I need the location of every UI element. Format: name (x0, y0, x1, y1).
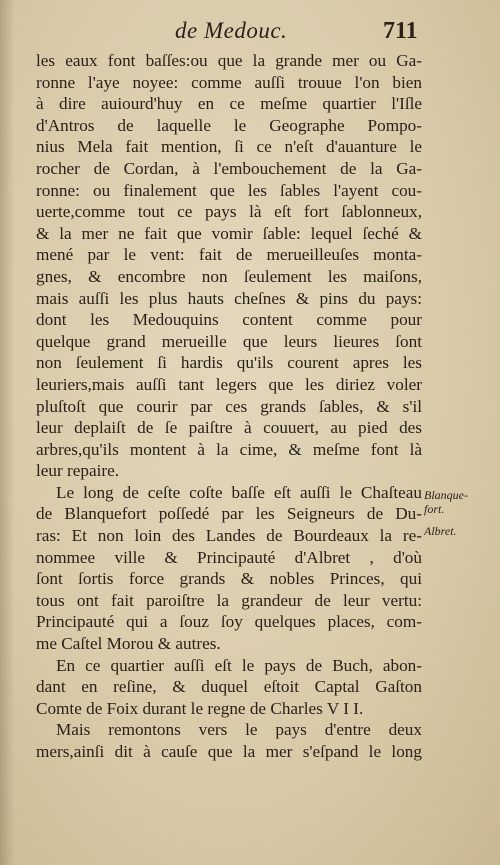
text-line: gnes, & encombre non ſeulement les maiſons, (36, 266, 422, 286)
text-line: me Caſtel Morou & autres. (36, 634, 221, 654)
text-line: pluſtoſt que courir par ces grands ſables, & s'il (36, 396, 422, 416)
text-line: rocher de Cordan, à l'embouchement de la Ga- (36, 158, 422, 178)
text-line: nommee ville & Principauté d'Albret , d'où (36, 547, 422, 567)
text-line: ras: Et non loin des Landes de Bourdeaux la re- (36, 526, 422, 546)
text-line: dant en reſine, & duquel eſtoit Captal Gaſton (36, 677, 422, 697)
text-line: dont les Medouquins content comme pour (36, 310, 422, 330)
text-line: Principauté qui a ſouz ſoy quelques places, com- (36, 612, 422, 632)
text-line: arbres,qu'ils montent à la cime, & meſme font là (36, 439, 422, 459)
margin-note-blanquefort-1: Blanque- (424, 488, 468, 502)
text-line: Mais remontons vers le pays d'entre deux (56, 720, 422, 740)
text-line: les eaux font baſſes:ou que la grande mer ou Ga- (36, 51, 422, 70)
text-line: ronne: ou finalement que les ſables l'ayent cou- (36, 180, 422, 200)
text-line: ſont ſortis force grands & nobles Princes, qui (36, 569, 422, 589)
body-text (36, 50, 422, 763)
margin-note-blanquefort-2: fort. (424, 502, 445, 516)
text-line: d'Antros de laquelle le Geographe Pompo- (36, 115, 422, 135)
text-line: leur deplaiſt de ſe paiſtre à couuert, au pied des (36, 418, 422, 438)
text-line: tous ont fait paroiſtre la grandeur de leur vertu: (36, 590, 422, 610)
running-title: de Medouc. (175, 18, 288, 43)
text-line: quelque grand merueille que leurs lieures ſont (36, 331, 422, 351)
text-line: de Blanquefort poſſedé par les Seigneurs de Du- (36, 504, 422, 524)
text-line: & la mer ne fait que vomir ſable: lequel ſeché & (36, 223, 422, 243)
text-line: uerte,comme tout ce pays là eſt fort ſablonneux, (36, 202, 422, 222)
text-line: Comte de Foix durant le regne de Charles V I I. (36, 698, 364, 718)
text-line: mené par le vent: fait de merueilleuſes monta- (36, 245, 422, 265)
text-line: Le long de ceſte coſte baſſe eſt auſſi le Chaſteau (56, 482, 422, 502)
text-line: mais auſſi les plus hauts cheſnes & pins du pays: (36, 288, 422, 308)
text-line: à dire auiourd'huy en ce meſme quartier l'Iſle (36, 94, 422, 114)
text-line: leur repaire. (36, 461, 120, 481)
page-fold-shadow (0, 0, 14, 865)
text-line: mers,ainſi dit à cauſe que la mer s'eſpand le long (36, 742, 422, 761)
text-line: ronne l'aye noyee: comme auſſi trouue l'on bien (36, 72, 422, 92)
text-line: leuriers,mais auſſi tant legers que les diriez voler (36, 374, 422, 394)
margin-notes (424, 488, 496, 538)
text-line: non ſeulement ſi hardis qu'ils courent apres les (36, 353, 422, 373)
page-header (0, 18, 500, 52)
page-number: 711 (383, 18, 418, 44)
text-line: En ce quartier auſſi eſt le pays de Buch, abon- (56, 655, 422, 675)
margin-note-albret: Albret. (424, 524, 457, 538)
text-line: nius Mela fait mention, ſi ce n'eſt d'auanture le (36, 137, 422, 157)
